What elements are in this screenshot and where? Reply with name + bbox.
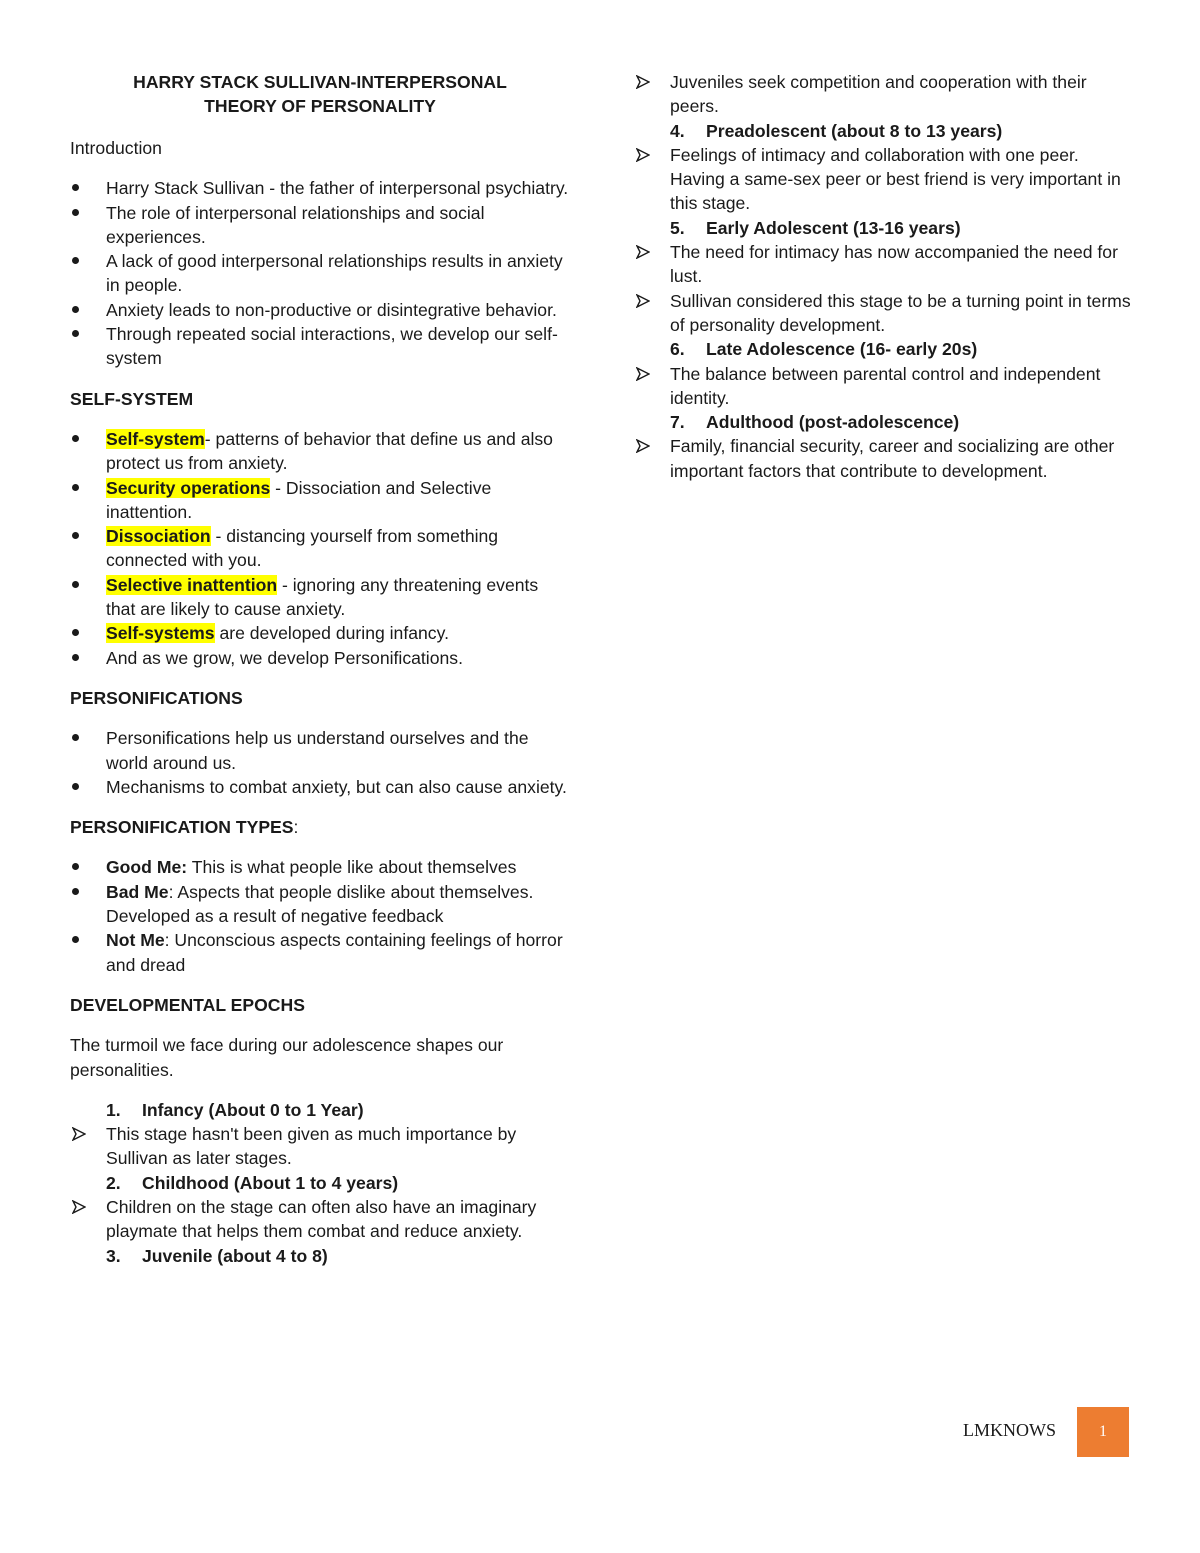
bullet-icon <box>72 532 79 539</box>
list-item: Anxiety leads to non-productive or disintegrative behavior. <box>70 298 570 322</box>
bullet-icon <box>72 936 79 943</box>
list-item: Family, financial security, career and socializing are other important factors that contribute to development. <box>634 434 1134 483</box>
intro-list <box>70 176 570 370</box>
stage-title-3: 3. Juvenile (about 4 to 8) <box>106 1245 328 1266</box>
list-item: Harry Stack Sullivan - the father of interpersonal psychiatry. <box>70 176 570 200</box>
bullet-icon <box>72 330 79 337</box>
bullet-icon <box>72 629 79 636</box>
stage-title-2: 2. Childhood (About 1 to 4 years) <box>106 1172 399 1193</box>
bullet-icon <box>72 888 79 895</box>
bullet-icon <box>72 184 79 191</box>
section-heading-personifications: PERSONIFICATIONS <box>70 687 243 708</box>
stage-title-7: 7. Adulthood (post-adolescence) <box>670 412 960 433</box>
bullet-icon <box>72 581 79 588</box>
list-item: A lack of good interpersonal relationships results in anxiety in people. <box>70 249 570 298</box>
list-item: Feelings of intimacy and collaboration with one peer. Having a same-sex peer or best friend is very important in this stage. <box>634 143 1134 216</box>
stage-title-5: 5. Early Adolescent (13-16 years) <box>670 217 961 238</box>
arrow-bullet-icon <box>636 245 650 259</box>
arrow-bullet-icon <box>636 367 650 381</box>
list-item: Security operations - Dissociation and Selective inattention. <box>70 476 570 525</box>
list-item: Good Me: This is what people like about themselves <box>70 855 570 879</box>
list-item: Self-systems are developed during infancy. <box>70 621 570 645</box>
list-item: Through repeated social interactions, we develop our self-system <box>70 322 570 371</box>
highlighted-term: Self-system <box>106 428 205 449</box>
page-number: 1 <box>1077 1407 1129 1457</box>
list-item: Not Me: Unconscious aspects containing feelings of horror and dread <box>70 928 570 977</box>
list-item: The need for intimacy has now accompanied the need for lust. <box>634 240 1134 289</box>
types-list <box>70 855 570 976</box>
bullet-icon <box>72 209 79 216</box>
highlighted-term: Selective inattention <box>106 574 278 595</box>
bullet-icon <box>72 654 79 661</box>
personifications-list <box>70 726 570 799</box>
bullet-icon <box>72 484 79 491</box>
highlighted-term: Self-systems <box>106 623 215 644</box>
epochs-intro: The turmoil we face during our adolescence shapes our personalities. <box>70 1035 504 1080</box>
list-item: Mechanisms to combat anxiety, but can also cause anxiety. <box>70 775 570 799</box>
highlighted-term: Security operations <box>106 477 271 498</box>
arrow-bullet-icon <box>636 148 650 162</box>
bullet-icon <box>72 863 79 870</box>
list-item: Self-system- patterns of behavior that define us and also protect us from anxiety. <box>70 427 570 476</box>
list-item: Selective inattention - ignoring any threatening events that are likely to cause anxiety. <box>70 573 570 622</box>
list-item: The role of interpersonal relationships and social experiences. <box>70 201 570 250</box>
stage-title-4: 4. Preadolescent (about 8 to 13 years) <box>670 120 1003 141</box>
list-item: This stage hasn't been given as much importance by Sullivan as later stages. <box>70 1122 570 1171</box>
section-heading-epochs: DEVELOPMENTAL EPOCHS <box>70 994 305 1015</box>
highlighted-term: Dissociation <box>106 526 211 547</box>
bullet-icon <box>72 783 79 790</box>
left-column <box>70 70 570 1268</box>
list-item: Bad Me: Aspects that people dislike about themselves. Developed as a result of negative feedback <box>70 880 570 929</box>
stage-title-1: 1. Infancy (About 0 to 1 Year) <box>106 1099 364 1120</box>
title-line-2: THEORY OF PERSONALITY <box>204 96 436 116</box>
stage-title-6: 6. Late Adolescence (16- early 20s) <box>670 339 978 360</box>
section-heading-types: PERSONIFICATION TYPES: <box>70 817 299 838</box>
list-item: Children on the stage can often also have an imaginary playmate that helps them combat and reduce anxiety. <box>70 1195 570 1244</box>
list-item: And as we grow, we develop Personifications. <box>70 646 570 670</box>
bullet-icon <box>72 306 79 313</box>
arrow-bullet-icon <box>72 1127 86 1141</box>
intro-label: Introduction <box>70 138 162 158</box>
arrow-bullet-icon <box>636 439 650 453</box>
list-item: Juveniles seek competition and cooperation with their peers. <box>634 70 1134 119</box>
list-item: Dissociation - distancing yourself from something connected with you. <box>70 524 570 573</box>
footer-brand: LMKNOWS <box>963 1420 1056 1440</box>
arrow-bullet-icon <box>636 294 650 308</box>
bullet-icon <box>72 257 79 264</box>
section-heading-self-system: SELF-SYSTEM <box>70 388 194 409</box>
list-item: The balance between parental control and independent identity. <box>634 362 1134 411</box>
bullet-icon <box>72 435 79 442</box>
title-line-1: HARRY STACK SULLIVAN-INTERPERSONAL <box>133 72 507 92</box>
bullet-icon <box>72 734 79 741</box>
document-title <box>70 70 570 118</box>
self-system-list <box>70 427 570 670</box>
arrow-bullet-icon <box>72 1200 86 1214</box>
list-item: Personifications help us understand ourselves and the world around us. <box>70 726 570 775</box>
list-item: Sullivan considered this stage to be a turning point in terms of personality development. <box>634 289 1134 338</box>
right-column <box>634 70 1134 483</box>
arrow-bullet-icon <box>636 75 650 89</box>
